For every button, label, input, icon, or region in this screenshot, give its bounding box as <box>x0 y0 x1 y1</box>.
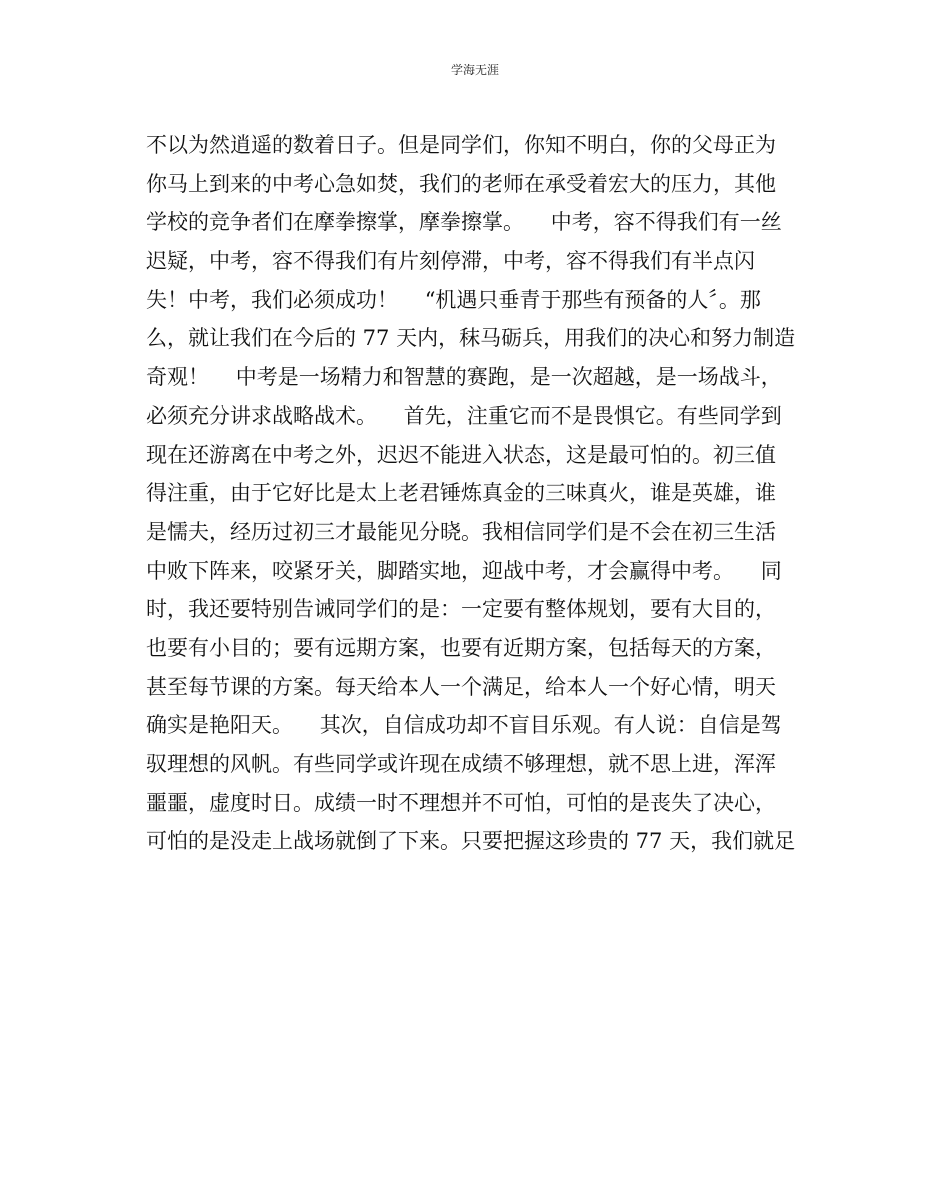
text-line: 失！中考，我们必须成功！ “机遇只垂青于那些有预备的人〞。那 <box>146 287 761 312</box>
text-line: 学校的竞争者们在摩拳擦掌，摩拳擦掌。 中考，容不得我们有一丝 <box>146 210 782 235</box>
text-line: 你马上到来的中考心急如焚，我们的老师在承受着宏大的压力，其他 <box>146 171 776 196</box>
text-line: 可怕的是没走上战场就倒了下来。只要把握这珍贵的 77 天，我们就足 <box>146 829 796 854</box>
text-line: 迟疑，中考，容不得我们有片刻停滞，中考，容不得我们有半点闪 <box>146 249 755 274</box>
text-line: 时，我还要特别告诫同学们的是：一定要有整体规划，要有大目的， <box>146 597 776 622</box>
text-line: 奇观！ 中考是一场精力和智慧的赛跑，是一次超越，是一场战斗， <box>146 365 782 390</box>
page-header: 学海无涯 <box>450 63 499 77</box>
text-line: 么，就让我们在今后的 77 天内，秣马砺兵，用我们的决心和努力制造 <box>146 326 796 351</box>
text-line: 得注重，由于它好比是太上老君锤炼真金的三味真火，谁是英雄，谁 <box>146 481 776 506</box>
text-line: 是懦夫，经历过初三才最能见分晓。我相信同学们是不会在初三生活 <box>146 519 776 544</box>
text-line: 必须充分讲求战略战术。 首先，注重它而不是畏惧它。有些同学到 <box>146 403 782 428</box>
text-line: 现在还游离在中考之外，迟迟不能进入状态，这是最可怕的。初三值 <box>146 442 776 467</box>
text-line: 也要有小目的；要有远期方案，也要有近期方案，包括每天的方案， <box>146 635 776 660</box>
body-text <box>146 126 806 861</box>
text-line: 驭理想的风帆。有些同学或许现在成绩不够理想，就不思上进，浑浑 <box>146 752 776 776</box>
text-line: 不以为然逍遥的数着日子。但是同学们，你知不明白，你的父母正为 <box>146 133 776 157</box>
text-line: 中败下阵来，咬紧牙关，脚踏实地，迎战中考，才会赢得中考。 同 <box>146 558 782 583</box>
text-line: 甚至每节课的方案。每天给本人一个满足，给本人一个好心情，明天 <box>146 674 776 699</box>
text-line: 确实是艳阳天。 其次，自信成功却不盲目乐观。有人说：自信是驾 <box>146 713 782 738</box>
text-line: 噩噩，虚度时日。成绩一时不理想并不可怕，可怕的是丧失了决心， <box>146 790 776 815</box>
